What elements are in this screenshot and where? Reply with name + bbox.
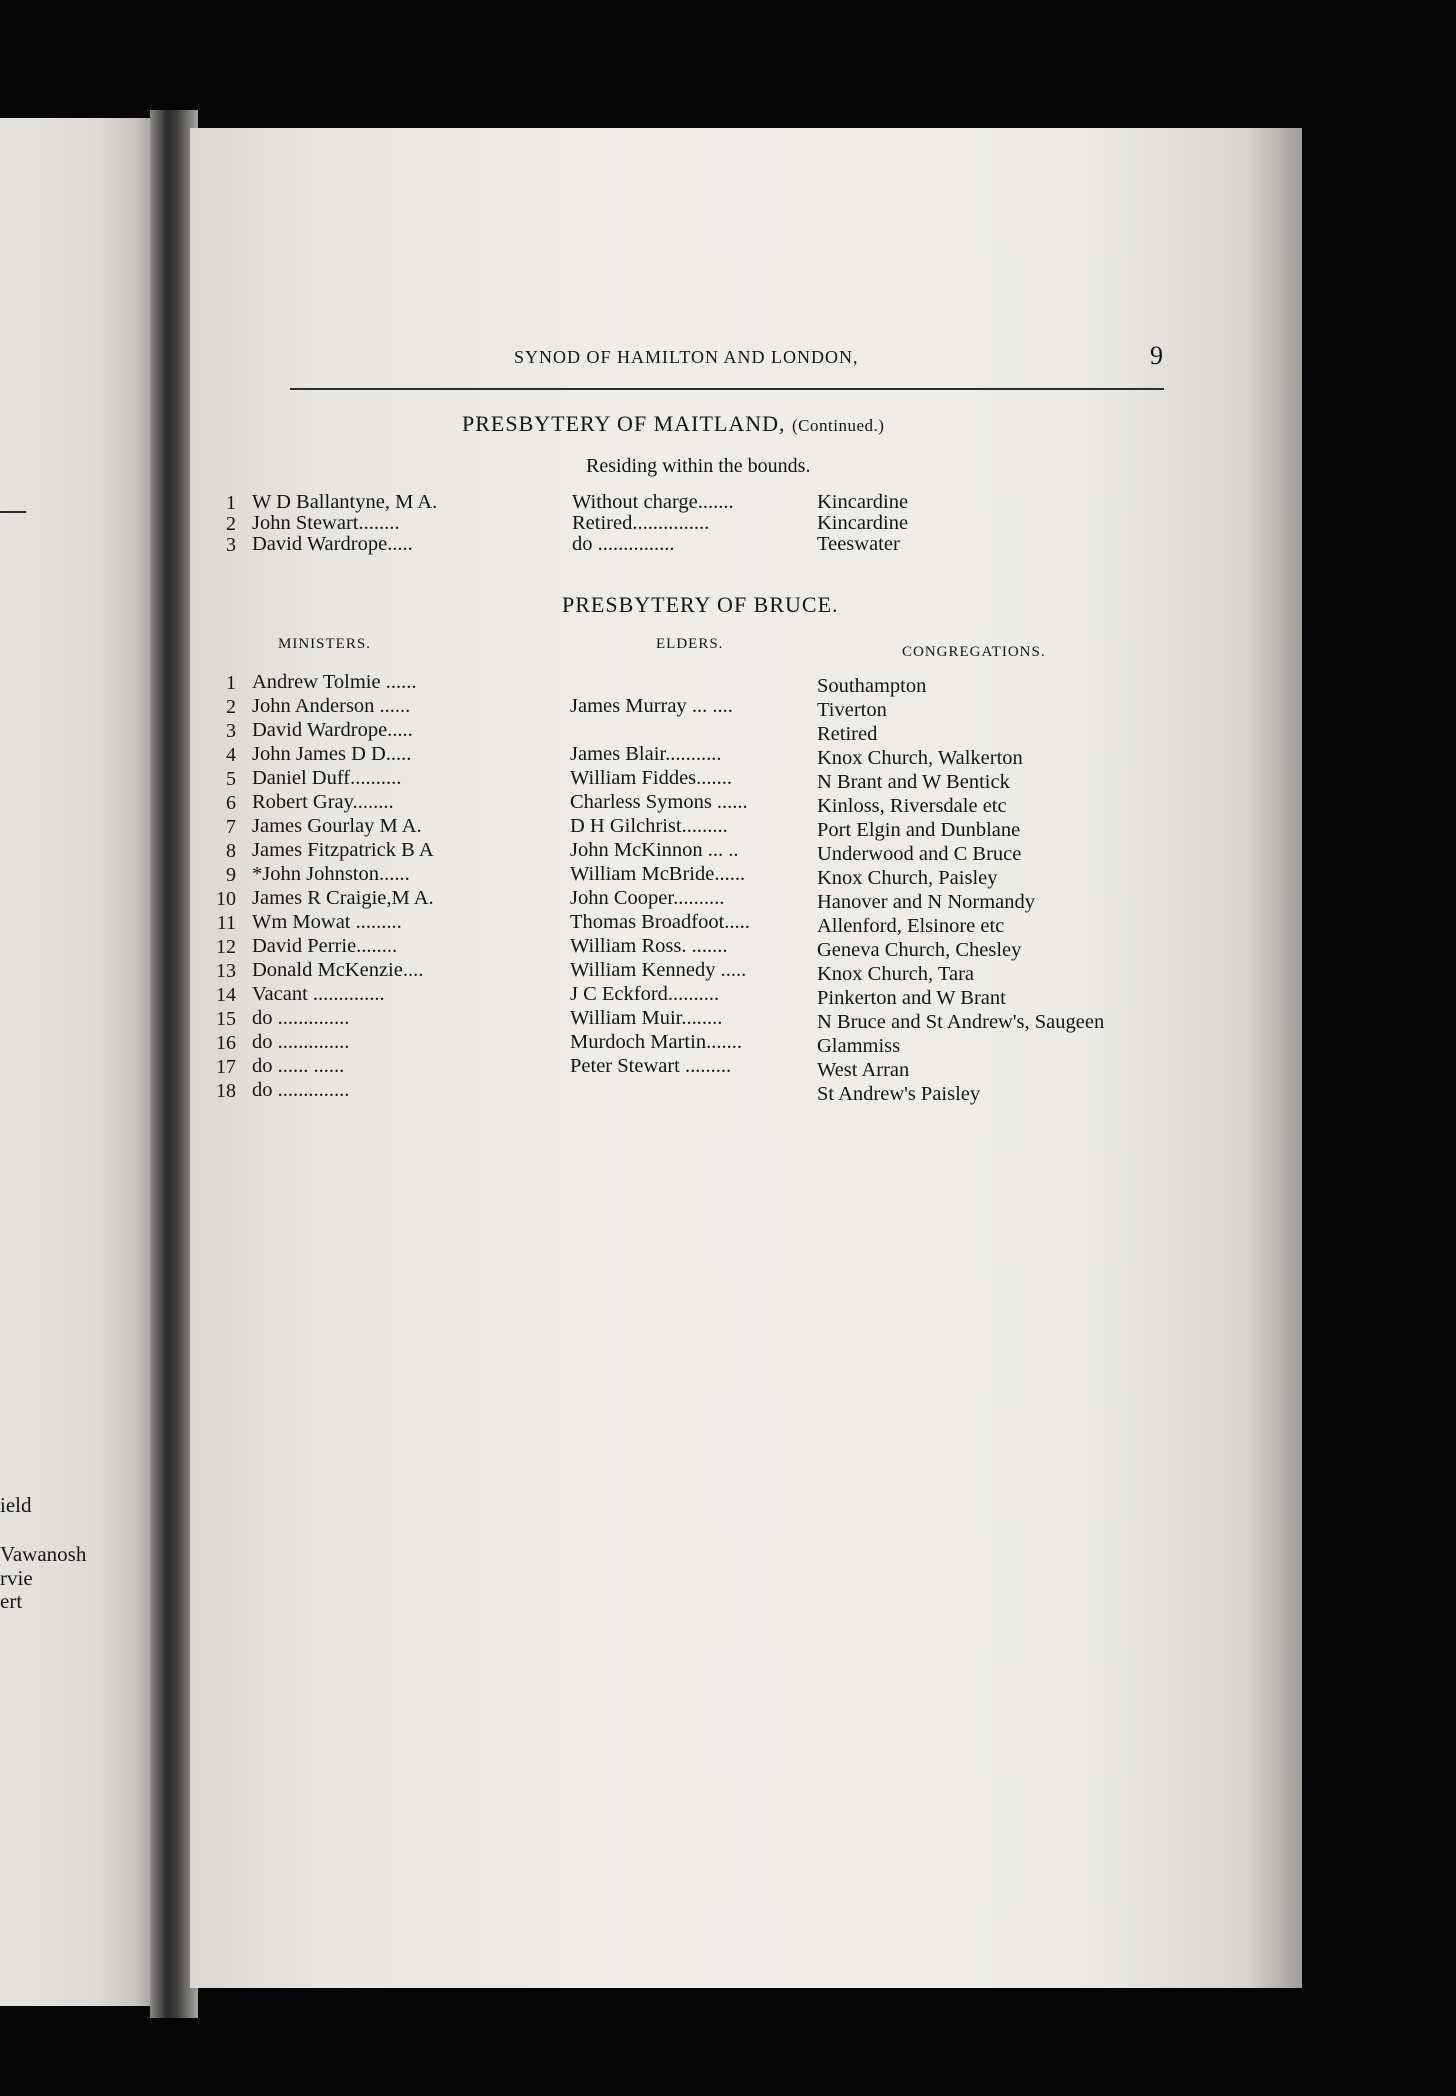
minister-name: Andrew Tolmie ...... xyxy=(252,671,417,693)
elder-name: William McBride...... xyxy=(570,863,746,885)
row-number: 15 xyxy=(216,1008,236,1030)
elder-name: William Muir........ xyxy=(570,1007,723,1029)
elders-column-header: ELDERS. xyxy=(656,636,724,652)
elder-name: J C Eckford.......... xyxy=(570,983,720,1005)
minister-name: Donald McKenzie.... xyxy=(252,959,424,981)
maitland-subtitle: Residing within the bounds. xyxy=(586,455,811,477)
maitland-title xyxy=(462,411,884,437)
row-number: 3 xyxy=(226,720,236,742)
row-number: 13 xyxy=(216,960,236,982)
row-number: 8 xyxy=(226,840,236,862)
row-number: 2 xyxy=(226,696,236,718)
ministers-column-header: MINISTERS. xyxy=(278,636,371,652)
elder-name: John McKinnon ... .. xyxy=(570,839,739,861)
left-page-line: Vawanosh xyxy=(0,1542,87,1566)
residence: Kincardine xyxy=(817,512,909,534)
maitland-title-text: PRESBYTERY OF MAITLAND, xyxy=(462,411,786,436)
row-number: 7 xyxy=(226,816,236,838)
elder-name: William Ross. ....... xyxy=(570,935,728,957)
row-number: 4 xyxy=(226,744,236,766)
minister-name: do ...... ...... xyxy=(252,1055,345,1077)
elder-name: William Fiddes....... xyxy=(570,767,733,789)
minister-name: John Anderson ...... xyxy=(252,695,411,717)
minister-name: W D Ballantyne, M A. xyxy=(252,491,438,513)
elder-name: James Blair........... xyxy=(570,743,722,765)
congregation-name: West Arran xyxy=(817,1059,910,1081)
congregations-column-header: CONGREGATIONS. xyxy=(902,644,1046,660)
elder-name: Thomas Broadfoot..... xyxy=(570,911,750,933)
minister-name: David Perrie........ xyxy=(252,935,398,957)
congregation-name: Knox Church, Paisley xyxy=(817,867,998,889)
minister-name: David Wardrope..... xyxy=(252,533,413,555)
row-number: 5 xyxy=(226,768,236,790)
congregation-name: Retired xyxy=(817,723,878,745)
minister-name: John Stewart........ xyxy=(252,512,400,534)
left-page-line: ield xyxy=(0,1493,32,1517)
left-page-rule xyxy=(0,511,26,513)
row-number: 2 xyxy=(226,513,236,535)
residence: Teeswater xyxy=(817,533,900,555)
left-page-fragment xyxy=(0,118,158,2006)
elder-name: William Kennedy ..... xyxy=(570,959,747,981)
minister-status: do ............... xyxy=(572,533,675,555)
elder-name: Murdoch Martin....... xyxy=(570,1031,742,1053)
minister-name: do .............. xyxy=(252,1031,350,1053)
congregation-name: Southampton xyxy=(817,675,927,697)
row-number: 1 xyxy=(226,672,236,694)
continued-label: (Continued.) xyxy=(792,416,885,435)
congregation-name: Glammiss xyxy=(817,1035,901,1057)
congregation-name: Underwood and C Bruce xyxy=(817,843,1022,865)
row-number: 9 xyxy=(226,864,236,886)
congregation-name: Geneva Church, Chesley xyxy=(817,939,1022,961)
minister-name: Vacant .............. xyxy=(252,983,385,1005)
row-number: 17 xyxy=(216,1056,236,1078)
elder-name: Charless Symons ...... xyxy=(570,791,748,813)
congregation-name: St Andrew's Paisley xyxy=(817,1083,981,1105)
document-page xyxy=(190,128,1302,1988)
minister-status: Retired............... xyxy=(572,512,710,534)
congregation-name: N Brant and W Bentick xyxy=(817,771,1010,793)
minister-name: *John Johnston...... xyxy=(252,863,410,885)
congregation-name: Hanover and N Normandy xyxy=(817,891,1036,913)
row-number: 3 xyxy=(226,534,236,556)
bruce-title: PRESBYTERY OF BRUCE. xyxy=(562,592,839,617)
row-number: 1 xyxy=(226,492,236,514)
congregation-name: N Bruce and St Andrew's, Saugeen xyxy=(817,1011,1105,1033)
row-number: 10 xyxy=(216,888,236,910)
minister-name: James Fitzpatrick B A xyxy=(252,839,434,861)
row-number: 16 xyxy=(216,1032,236,1054)
row-number: 11 xyxy=(216,912,236,934)
elder-name: Peter Stewart ......... xyxy=(570,1055,732,1077)
residence: Kincardine xyxy=(817,491,909,513)
minister-name: Robert Gray........ xyxy=(252,791,394,813)
left-page-line: rvie xyxy=(0,1566,33,1590)
page-number: 9 xyxy=(1150,341,1163,370)
row-number: 6 xyxy=(226,792,236,814)
minister-status: Without charge....... xyxy=(572,491,734,513)
minister-name: do .............. xyxy=(252,1007,350,1029)
row-number: 14 xyxy=(216,984,236,1006)
minister-name: James R Craigie,M A. xyxy=(252,887,434,909)
minister-name: Daniel Duff.......... xyxy=(252,767,402,789)
minister-name: David Wardrope..... xyxy=(252,719,413,741)
header-rule xyxy=(290,388,1164,390)
row-number: 18 xyxy=(216,1080,236,1102)
congregation-name: Knox Church, Tara xyxy=(817,963,975,985)
minister-name: James Gourlay M A. xyxy=(252,815,422,837)
elder-name: D H Gilchrist......... xyxy=(570,815,728,837)
congregation-name: Allenford, Elsinore etc xyxy=(817,915,1005,937)
elder-name: John Cooper.......... xyxy=(570,887,725,909)
minister-name: John James D D..... xyxy=(252,743,412,765)
running-head: SYNOD OF HAMILTON AND LONDON, xyxy=(514,347,859,367)
congregation-name: Pinkerton and W Brant xyxy=(817,987,1006,1009)
minister-name: do .............. xyxy=(252,1079,350,1101)
congregation-name: Knox Church, Walkerton xyxy=(817,747,1023,769)
left-page-line: ert xyxy=(0,1589,23,1613)
minister-name: Wm Mowat ......... xyxy=(252,911,402,933)
congregation-name: Port Elgin and Dunblane xyxy=(817,819,1021,841)
row-number: 12 xyxy=(216,936,236,958)
congregation-name: Kinloss, Riversdale etc xyxy=(817,795,1007,817)
congregation-name: Tiverton xyxy=(817,699,887,721)
elder-name: James Murray ... .... xyxy=(570,695,733,717)
